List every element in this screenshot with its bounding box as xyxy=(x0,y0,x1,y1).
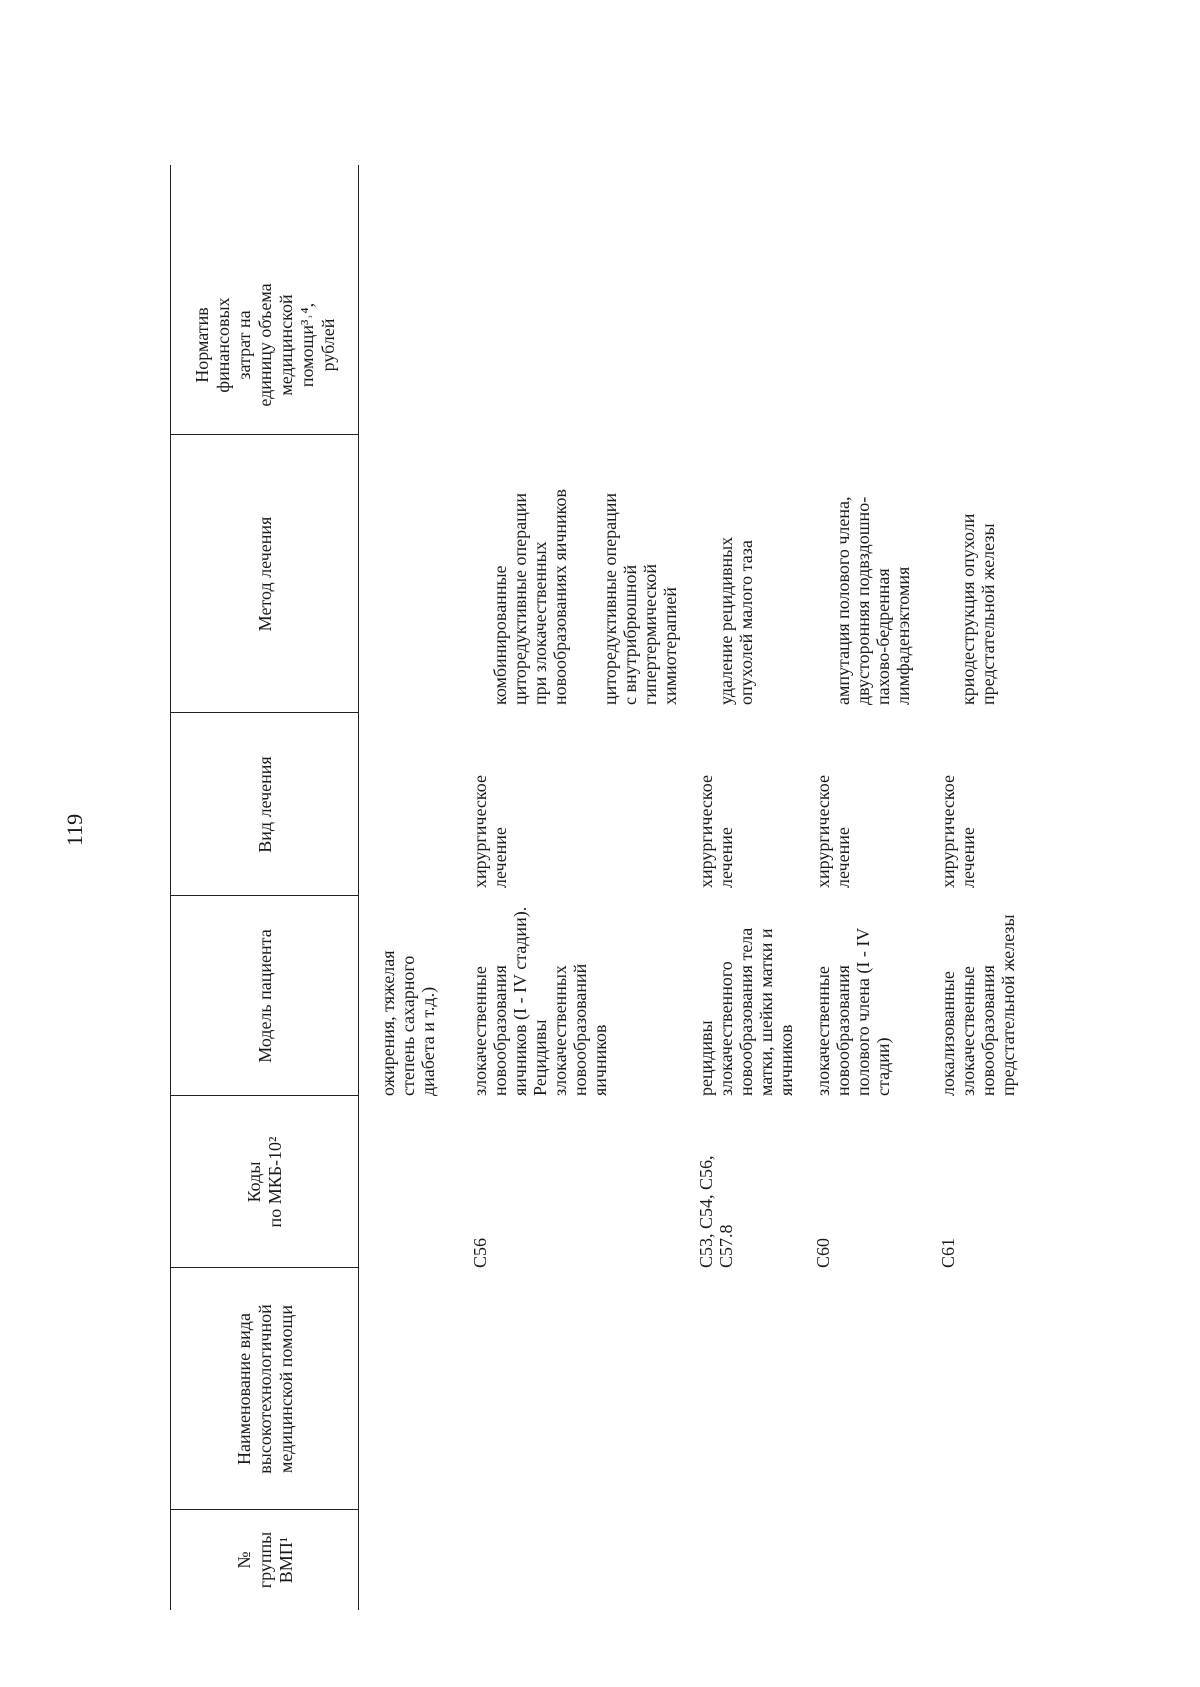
rotated-table xyxy=(170,90,1200,1610)
table-top-rule xyxy=(170,165,171,1610)
header-patient-model: Модель пациента xyxy=(254,929,275,1063)
method-entry: удаление рецидивных опухолей малого таза xyxy=(716,536,756,705)
cell-treatment-method xyxy=(813,435,943,705)
cell-treatment-method xyxy=(470,435,710,705)
cell-icd-codes: C56 xyxy=(470,1237,490,1268)
method-entry: криодеструкция опухоли предстательной железы xyxy=(958,513,998,705)
cell-treatment-type: хирургическое лечение xyxy=(470,775,510,888)
header-treatment-type: Вид лечения xyxy=(254,756,275,853)
method-entry: ампутация полового члена, двусторонняя подвздошно- пахово-бедренная лимфаденэктомия xyxy=(833,496,913,705)
cell-treatment-method xyxy=(696,435,786,705)
cell-treatment-type: хирургическое лечение xyxy=(696,775,736,888)
cell-icd-codes: C53, C54, C56, C57.8 xyxy=(696,1155,736,1268)
method-entry: циторедуктивные операции с внутрибрюшной гипертермической химиотерапией xyxy=(600,492,680,705)
header-icd-codes: Коды по МКБ-10² xyxy=(244,1136,285,1228)
method-entry: комбинированные циторедуктивные операции при злокачественных новообразованиях яичников xyxy=(490,488,570,705)
header-group-number: № группы ВМП¹ xyxy=(233,1531,296,1589)
cell-treatment-type: хирургическое лечение xyxy=(813,775,853,888)
page-number: 119 xyxy=(62,813,87,847)
cell-icd-codes: C61 xyxy=(938,1237,958,1268)
header-treatment-method: Метод лечения xyxy=(254,516,275,632)
cell-treatment-method xyxy=(938,435,1028,705)
cell-patient-model: рецидивы злокачественного новообразования тела матки, шейки матки и яичников xyxy=(696,927,796,1096)
table-header-rule xyxy=(358,165,359,1610)
cell-patient-model: ожирения, тяжелая степень сахарного диабета и т.д.) xyxy=(378,950,438,1096)
cell-patient-model: злокачественные новообразования яичников (I - IV стадии). Рецидивы злокачественных новообразований яичников xyxy=(470,906,610,1096)
cell-icd-codes: C60 xyxy=(813,1237,833,1268)
header-cost-standard: Норматив финансовых затрат на единицу объема медицинской помощи³˒⁴, рублей xyxy=(191,283,338,407)
cell-treatment-type: хирургическое лечение xyxy=(938,775,978,888)
cell-patient-model: злокачественные новообразования полового члена (I - IV стадии) xyxy=(813,927,893,1096)
cell-patient-model: локализованные злокачественные новообразования предстательной железы xyxy=(938,914,1018,1096)
header-care-name: Наименование вида высокотехнологичной медицинской помощи xyxy=(233,1304,296,1474)
